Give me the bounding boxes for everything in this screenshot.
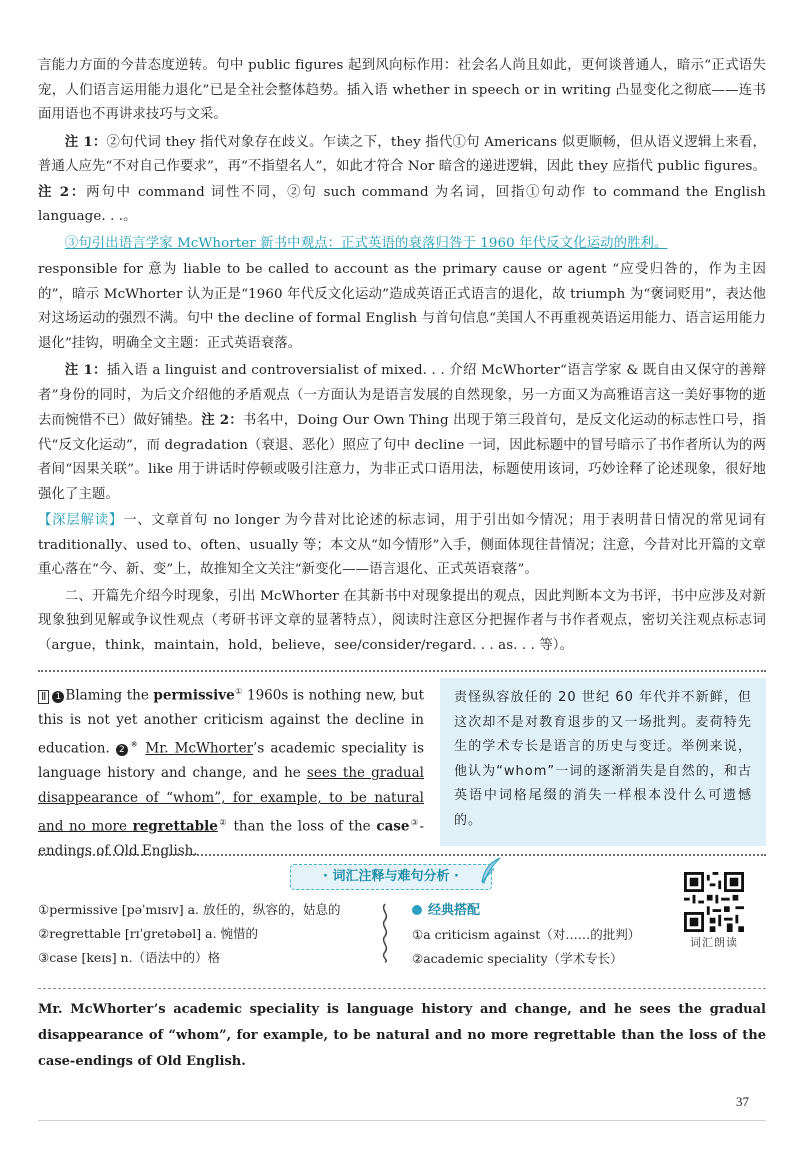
vocab-word: permissive [153,687,235,704]
analysis-note-paragraph [38,358,766,507]
footnote-mark: ① [234,687,243,696]
sentence-number-2: 2 [116,744,128,756]
vocab-word: regrettable [132,818,218,835]
dotted-separator [38,670,766,672]
footnote-mark: ② [217,817,228,827]
deep-reading-paragraph-2: 二、开篇先介绍今时现象，引出 McWhorter 在其新书中对现象提出的观点，因此判断本文为书评，书中应涉及对新现象独到见解或争议性观点（考研书评文章的显著特点），阅读时注意区分把握作者与书作者观点，密切关注观点标志词（argue，think，maintain，hold，believe，see/consider/regard. . . as. . . 等）。 [38,588,766,653]
passage-text: Blaming the [65,687,154,704]
highlighted-sentence [38,232,766,257]
note-text: 插入语 a linguist and controversialist of mixed. . . 介绍 McWhorter“语言学家 & 既自由又保守的善辩者”身份的同时，为后文介绍他的矛盾观点（一方面认为是语言发展的自然现象，另一方面又为高雅语言这一美好事物的逝去而惋惜不已）做好铺垫。 [38,363,766,428]
underlined-subject [145,741,253,757]
vocab-item: ①permissive [pəˈmɪsɪv] a. 放任的，纵容的，姑息的 [38,902,341,917]
sentence-number-1: 1 [52,691,64,703]
deep-reading-text: 一、文章首句 no longer 为今昔对比论述的标志词，用于引出如今情况；用于表明昔日情况的常见词有 traditionally、used to、often、usually 等；本文从“如今情形”入手，侧面体现往昔情况；注意，今昔对比开篇的文章重心落在“今、新、变”上，故推知全文关注“新变化——语言退化、正式英语衰落”。 [38,513,766,577]
passage-text: ’s academic speciality is language history and change, and he [38,740,425,782]
passage-text: 1960s is nothing new, but this is not yet another criticism against the decline in education. [38,687,425,757]
page-number: 37 [736,1094,749,1109]
note-label: 注 1： [64,362,107,378]
note-label: 注 2： [38,183,87,200]
vocab-list [38,898,378,970]
collocation-list [412,898,676,971]
passage-text: sees the gradual disappearance of “whom”, for example, to be natural and no more [38,765,424,835]
binding-ornament-icon [378,902,392,964]
vocab-item: ②regrettable [rɪˈɡretəbəl] a. 惋惜的 [38,926,259,941]
translation-box: 责怪纵容放任的 20 世纪 60 年代并不新鲜，但这次却不是对教育退步的又一场批判。麦荷特先生的学术专长是语言的历史与变迁。举例来说，他认为“whom”一词的逐渐消失是自然的，和古英语中词格尾缀的消失一样根本没什么可遗憾的。 [440,678,766,846]
passage-text: Mr. McWhorter [145,740,254,757]
analysis-section [38,54,766,660]
passage-section [38,678,766,860]
analysis-paragraph: 言能力方面的今昔态度逆转。句中 public figures 起到风向标作用：社会名人尚且如此，更何谈普通人，暗示“正式语失宠，人们语言运用能力退化”已是全社会整体趋势。插入语 whether in speech or in writing 凸显变化之彻底——连书面用语也不再讲求技巧与文采。 [38,58,766,122]
bullet-icon [412,905,422,915]
highlighted-sentence-text: ③句引出语言学家 McWhorter 新书中观点：正式英语的衰落归咎于 1960 年代反文化运动的胜利。 [64,235,668,251]
analysis-paragraph: responsible for 意为 liable to be called to account as the primary cause or agent “应受归咎的，作为主因的”，暗示 McWhorter 认为正是“1960 年代反文化运动”造成英语正式语言的退化，故 triumph 为“褒词贬用”，表达他对这场运动的强烈不满。句中 the decline of formal English 与首句信息“美国人不再重视英语运用能力、语言运用能力退化”挂钩，明确全文主题：正式英语衰落。 [38,262,766,351]
collocation-header [412,898,676,923]
note-text: 书名中，Doing Our Own Thing 出现于第三段首句，是反文化运动的标志性口号，指代“反文化运动”，而 degradation（衰退、恶化）照应了句中 decline 一词，因此标题中的冒号暗示了书作者所认为的两者间“因果关联”。like 用于讲话时停顿或吸引注意力，为非正式口语用法，标题使用该词，巧妙诠释了论述现象，很好地强化了主题。 [38,413,766,502]
dotted-separator [38,854,766,856]
deep-reading-paragraph [38,509,766,583]
qr-code-label: 词汇朗读 [690,936,738,949]
deep-reading-label: 【深层解读】 [38,513,124,528]
paragraph-roman-numeral: Ⅱ [38,690,49,704]
page-bottom-line [38,1120,766,1121]
vocab-word: case [376,818,410,835]
collocation-title: 经典搭配 [428,903,481,918]
note-label: 注 2： [201,412,243,428]
collocation-item: ②academic speciality（学术专长） [412,951,623,966]
vocab-item: ③case [keɪs] n.（语法中的）格 [38,950,221,965]
footnote-mark: ③ [409,817,420,827]
qr-code-icon[interactable] [684,872,744,932]
collocation-item: ①a criticism against（对……的批判） [412,927,641,942]
note-text: ②句代词 they 指代对象存在歧义。乍读之下，they 指代①句 Americans 似更顺畅，但从语义逻辑上来看，普通人应先“不对自己作要求”，再“不指望名人”，如此才符合 Nor 暗含的递进逻辑，因此 they 应指代 public figures。 [38,134,766,174]
note-text: 两句中 command 词性不同，②句 such command 为名词，回指①句动作 to command the English language. . .。 [38,184,766,224]
vocab-banner: · 词汇注释与难句分析 · [290,864,492,890]
english-passage [38,680,424,864]
analysis-note-paragraph [38,130,766,230]
passage-text: -endings of Old English. [38,818,425,860]
note-label: 注 1： [64,133,107,150]
hard-sentence-mark: ※ [128,740,140,750]
quill-icon [478,856,504,886]
hard-sentence-analysis: Mr. McWhorter’s academic speciality is language history and change, and he sees the gradual disappearance of “whom”, for example, to be natural and no more regrettable than the loss of the case-endings of Old English. [38,988,766,1075]
passage-text: than the loss of the [227,818,377,835]
